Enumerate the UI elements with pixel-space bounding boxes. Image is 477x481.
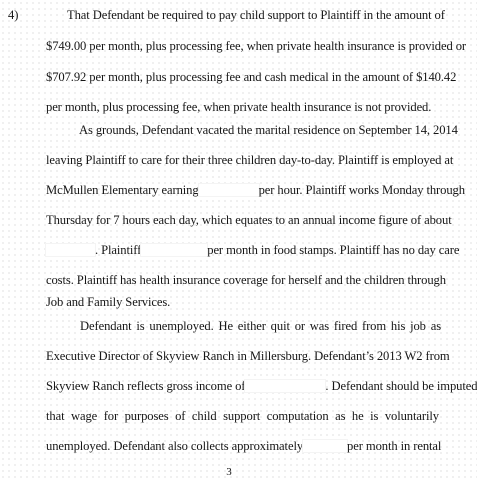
text-line-16-start: unemployed. Defendant also collects approximately	[46, 439, 304, 453]
text-line-3-content: $707.92 per month, plus processing fee and cash medical in the amount of $140.42	[46, 70, 457, 84]
text-line-10-content: costs. Plaintiff has health insurance coverage for herself and the children through	[46, 273, 446, 287]
text-line-11-content: Job and Family Services.	[46, 295, 171, 309]
text-line-2-content: $749.00 per month, plus processing fee, when private health insurance is provided or	[46, 39, 467, 53]
text-line-2	[46, 39, 467, 54]
text-line-14-start: Skyview Ranch reflects gross income of	[46, 379, 246, 393]
text-line-7-end: per hour. Plaintiff works Monday through	[258, 183, 465, 197]
text-line-13	[46, 349, 450, 364]
text-line-8-content: Thursday for 7 hours each day, which equates to an annual income figure of about	[46, 213, 452, 227]
text-line-11	[46, 295, 439, 310]
redaction-box	[46, 244, 95, 256]
text-line-4-content: per month, plus processing fee, when private health insurance is not provided.	[46, 100, 432, 114]
text-line-9-start: . Plaintiff	[95, 243, 142, 257]
text-line-1-content: That Defendant be required to pay child support to Plaintiff in the amount of	[67, 8, 445, 22]
text-line-3	[46, 70, 457, 85]
text-line-9-end: per month in food stamps. Plaintiff has no day care	[207, 243, 460, 257]
text-line-12-content: Defendant is unemployed. He either quit or was fired from his job as	[80, 319, 441, 333]
text-line-16-end: per month in rental	[347, 439, 442, 453]
text-line-6-content: leaving Plaintiff to care for their three children day-to-day. Plaintiff is employed at	[46, 153, 454, 167]
text-line-5-content: As grounds, Defendant vacated the marital residence on September 14, 2014	[79, 123, 458, 137]
item-marker: 4)	[8, 8, 19, 22]
text-line-14-end: . Defendant should be imputed	[325, 379, 477, 393]
text-line-15	[46, 409, 439, 424]
text-line-4	[46, 100, 439, 115]
text-line-10	[46, 273, 446, 288]
text-line-13-content: Executive Director of Skyview Ranch in Millersburg. Defendant’s 2013 W2 from	[46, 349, 450, 363]
text-line-7	[46, 183, 465, 198]
redaction-box	[245, 380, 325, 392]
page-number: 3	[226, 466, 232, 478]
redaction-box	[303, 440, 347, 452]
text-line-1	[67, 8, 445, 23]
text-line-15-content: that wage for purposes of child support computation as he is voluntarily	[46, 409, 439, 423]
text-line-7-start: McMullen Elementary earning	[46, 183, 199, 197]
text-line-14	[46, 379, 477, 394]
text-line-16	[46, 439, 442, 454]
redaction-box	[199, 184, 259, 196]
text-line-6	[46, 153, 454, 168]
redaction-box	[141, 244, 207, 256]
text-line-12	[80, 319, 441, 334]
text-line-9	[46, 243, 460, 258]
text-line-8	[46, 213, 452, 228]
text-line-5	[79, 123, 458, 138]
